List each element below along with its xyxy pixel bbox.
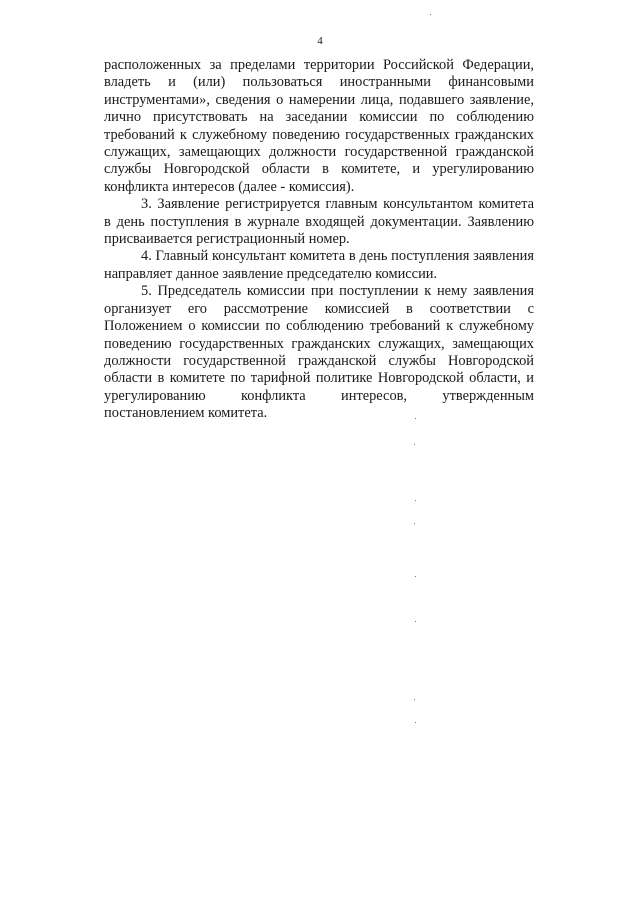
paragraph-item-3: 3. Заявление регистрируется главным консультантом комитета в день поступления в журнале входящей документации. Заявлению присваивается регистрационный номер. xyxy=(104,196,534,248)
paragraph-item-4: 4. Главный консультант комитета в день поступления заявления направляет данное заявление председателю комиссии. xyxy=(104,248,534,282)
scan-speck xyxy=(414,699,415,700)
scan-speck xyxy=(414,444,415,445)
scan-speck xyxy=(415,500,416,501)
document-body xyxy=(104,57,534,423)
page-number: 4 xyxy=(317,35,323,47)
scan-speck xyxy=(415,576,416,577)
paragraph-item-5: 5. Председатель комиссии при поступлении к нему заявления организует его рассмотрение комиссией в соответствии с Положением о комиссии по соблюдению требований к служебному поведению государственных гражданских служащих, замещающих должности государственной гражданской службы Новгородской области в комитете по тарифной политике Новгородской области, и урегулированию конфликта интересов, утвержденным постановлением комитета. xyxy=(104,283,534,422)
scan-speck xyxy=(415,418,416,419)
scan-speck xyxy=(415,722,416,723)
scan-speck xyxy=(430,14,431,15)
scan-speck xyxy=(415,621,416,622)
scan-speck xyxy=(414,523,415,524)
paragraph-continuation: расположенных за пределами территории Российской Федерации, владеть и (или) пользоваться иностранными финансовыми инструментами», сведения о намерении лица, подавшего заявление, лично присутствовать на заседании комиссии по соблюдению требований к служебному поведению государственных гражданских служащих, замещающих должности государственной гражданской службы Новгородской области в комитете, и урегулированию конфликта интересов (далее - комиссия). xyxy=(104,57,534,195)
